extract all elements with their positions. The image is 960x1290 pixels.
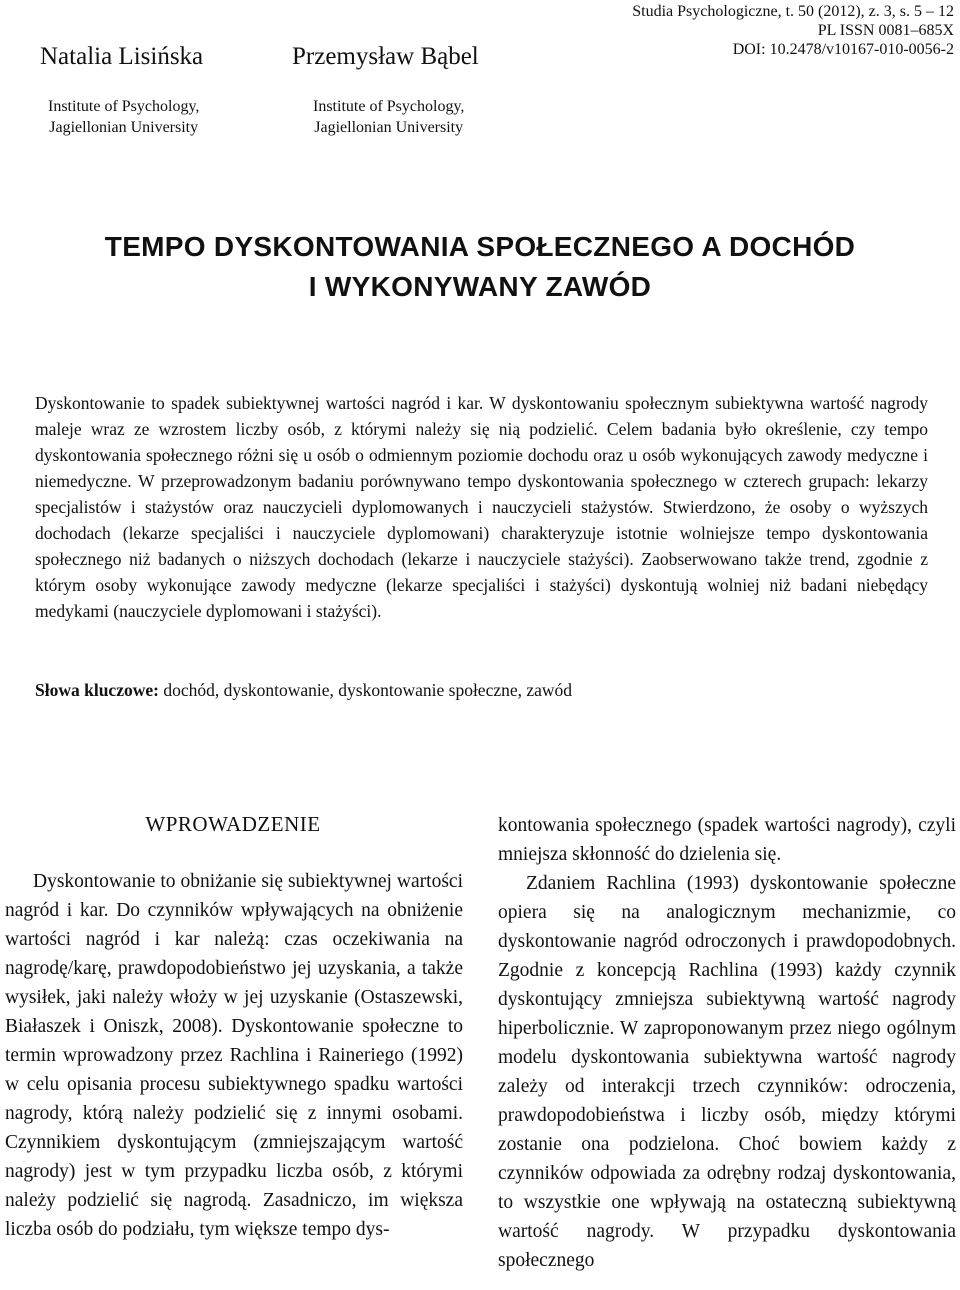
author-name-2: Przemysław Bąbel bbox=[292, 43, 479, 70]
journal-citation: Studia Psychologiczne, t. 50 (2012), z. 3, s. 5 – 12 bbox=[632, 3, 954, 20]
keywords bbox=[35, 677, 928, 703]
author-affiliation-1 bbox=[48, 96, 199, 138]
keywords-text: dochód, dyskontowanie, dyskontowanie społeczne, zawód bbox=[158, 680, 573, 700]
affiliation-line: Jagiellonian University bbox=[49, 119, 199, 136]
abstract: Dyskontowanie to spadek subiektywnej wartości nagród i kar. W dyskontowaniu społecznym subiektywna wartość nagrody maleje wraz ze wzrostem liczby osób, z którymi należy się nią podzielić. Celem badania było określenie, czy tempo dyskontowania społecznego różni się u osób o odmiennym poziomie dochodu oraz u osób wykonujących zawody medyczne i niemedyczne. W przeprowadzonym badaniu porównywano tempo dyskontowania społecznego w czterech grupach: lekarzy specjalistów i stażystów oraz nauczycieli dyplomowanych i nauczycieli stażystów. Stwierdzono, że osoby o wyższych dochodach (lekarze specjaliści i nauczyciele dyplomowani) charakteryzuje istotnie wolniejsze tempo dyskontowania społecznego niż badanych o niższych dochodach (lekarze i nauczyciele stażyści). Zaobserwowano także trend, zgodnie z którym osoby wykonujące zawody medyczne (lekarze specjaliści i stażyści) dyskontują wolniej niż badani niebędący medykami (nauczyciele dyplomowani i stażyści). bbox=[35, 393, 928, 621]
affiliation-line: Institute of Psychology, bbox=[313, 98, 465, 115]
affiliation-line: Jagiellonian University bbox=[314, 119, 464, 136]
title-line-2: I WYKONYWANY ZAWÓD bbox=[308, 271, 652, 302]
keywords-label: Słowa kluczowe: bbox=[35, 680, 159, 700]
affiliation-line: Institute of Psychology, bbox=[48, 98, 200, 115]
body-left-column: Dyskontowanie to obniżanie się subiektywnej wartości nagród i kar. Do czynników wpływających na obniżenie wartości nagród i kar należą: czas oczekiwania na nagrodę/karę, prawdopodobieństwo jej uzyskania, a także wysiłek, jaki należy włoży w jej uzyskanie (Ostaszewski, Białaszek i Oniszk, 2008). Dyskontowanie społeczne to termin wprowadzony przez Rachlina i Raineriego (1992) w celu opisania procesu subiektywnego spadku wartości nagrody, którą należy podzielić się z innymi osobami. Czynnikiem dyskontującym (zmniejszającym wartość nagrody) jest w tym przypadku liczba osób, z którymi należy podzielić się nagrodą. Zasadniczo, im większa liczba osób do podziału, tym większe tempo dys- bbox=[5, 871, 463, 1240]
title-line-1: TEMPO DYSKONTOWANIA SPOŁECZNEGO A DOCHÓD bbox=[104, 231, 856, 262]
author-affiliation-2 bbox=[313, 96, 464, 138]
journal-doi: DOI: 10.2478/v10167-010-0056-2 bbox=[732, 41, 954, 58]
paper-title bbox=[0, 227, 960, 307]
author-name-1: Natalia Lisińska bbox=[40, 43, 204, 70]
body-right-column bbox=[498, 811, 956, 1275]
paragraph: Zdaniem Rachlina (1993) dyskontowanie społeczne opiera się na analogicznym mechanizmie, co dyskontowanie nagród odroczonych i prawdopodobnych. Zgodnie z koncepcją Rachlina (1993) każdy czynnik dyskontujący zmniejsza subiektywną wartość nagrody hiperbolicznie. W zaproponowanym przez niego ogólnym modelu dyskontowania subiektywna wartość nagrody zależy od interakcji trzech czynników: odroczenia, prawdopodobieństwa i liczby osób, między którymi zostanie ona podzielona. Choć bowiem każdy z czynników odpowiada za odrębny rodzaj dyskontowania, to wszystkie one wpływają na ostateczną subiektywną wartość nagrody. W przypadku dyskontowania społecznego bbox=[498, 873, 956, 1271]
journal-issn: PL ISSN 0081–685X bbox=[817, 22, 954, 39]
journal-info bbox=[632, 2, 954, 59]
section-heading: WPROWADZENIE bbox=[145, 812, 321, 836]
paragraph: kontowania społecznego (spadek wartości nagrody), czyli mniejsza skłonność do dzielenia się. bbox=[498, 815, 956, 865]
